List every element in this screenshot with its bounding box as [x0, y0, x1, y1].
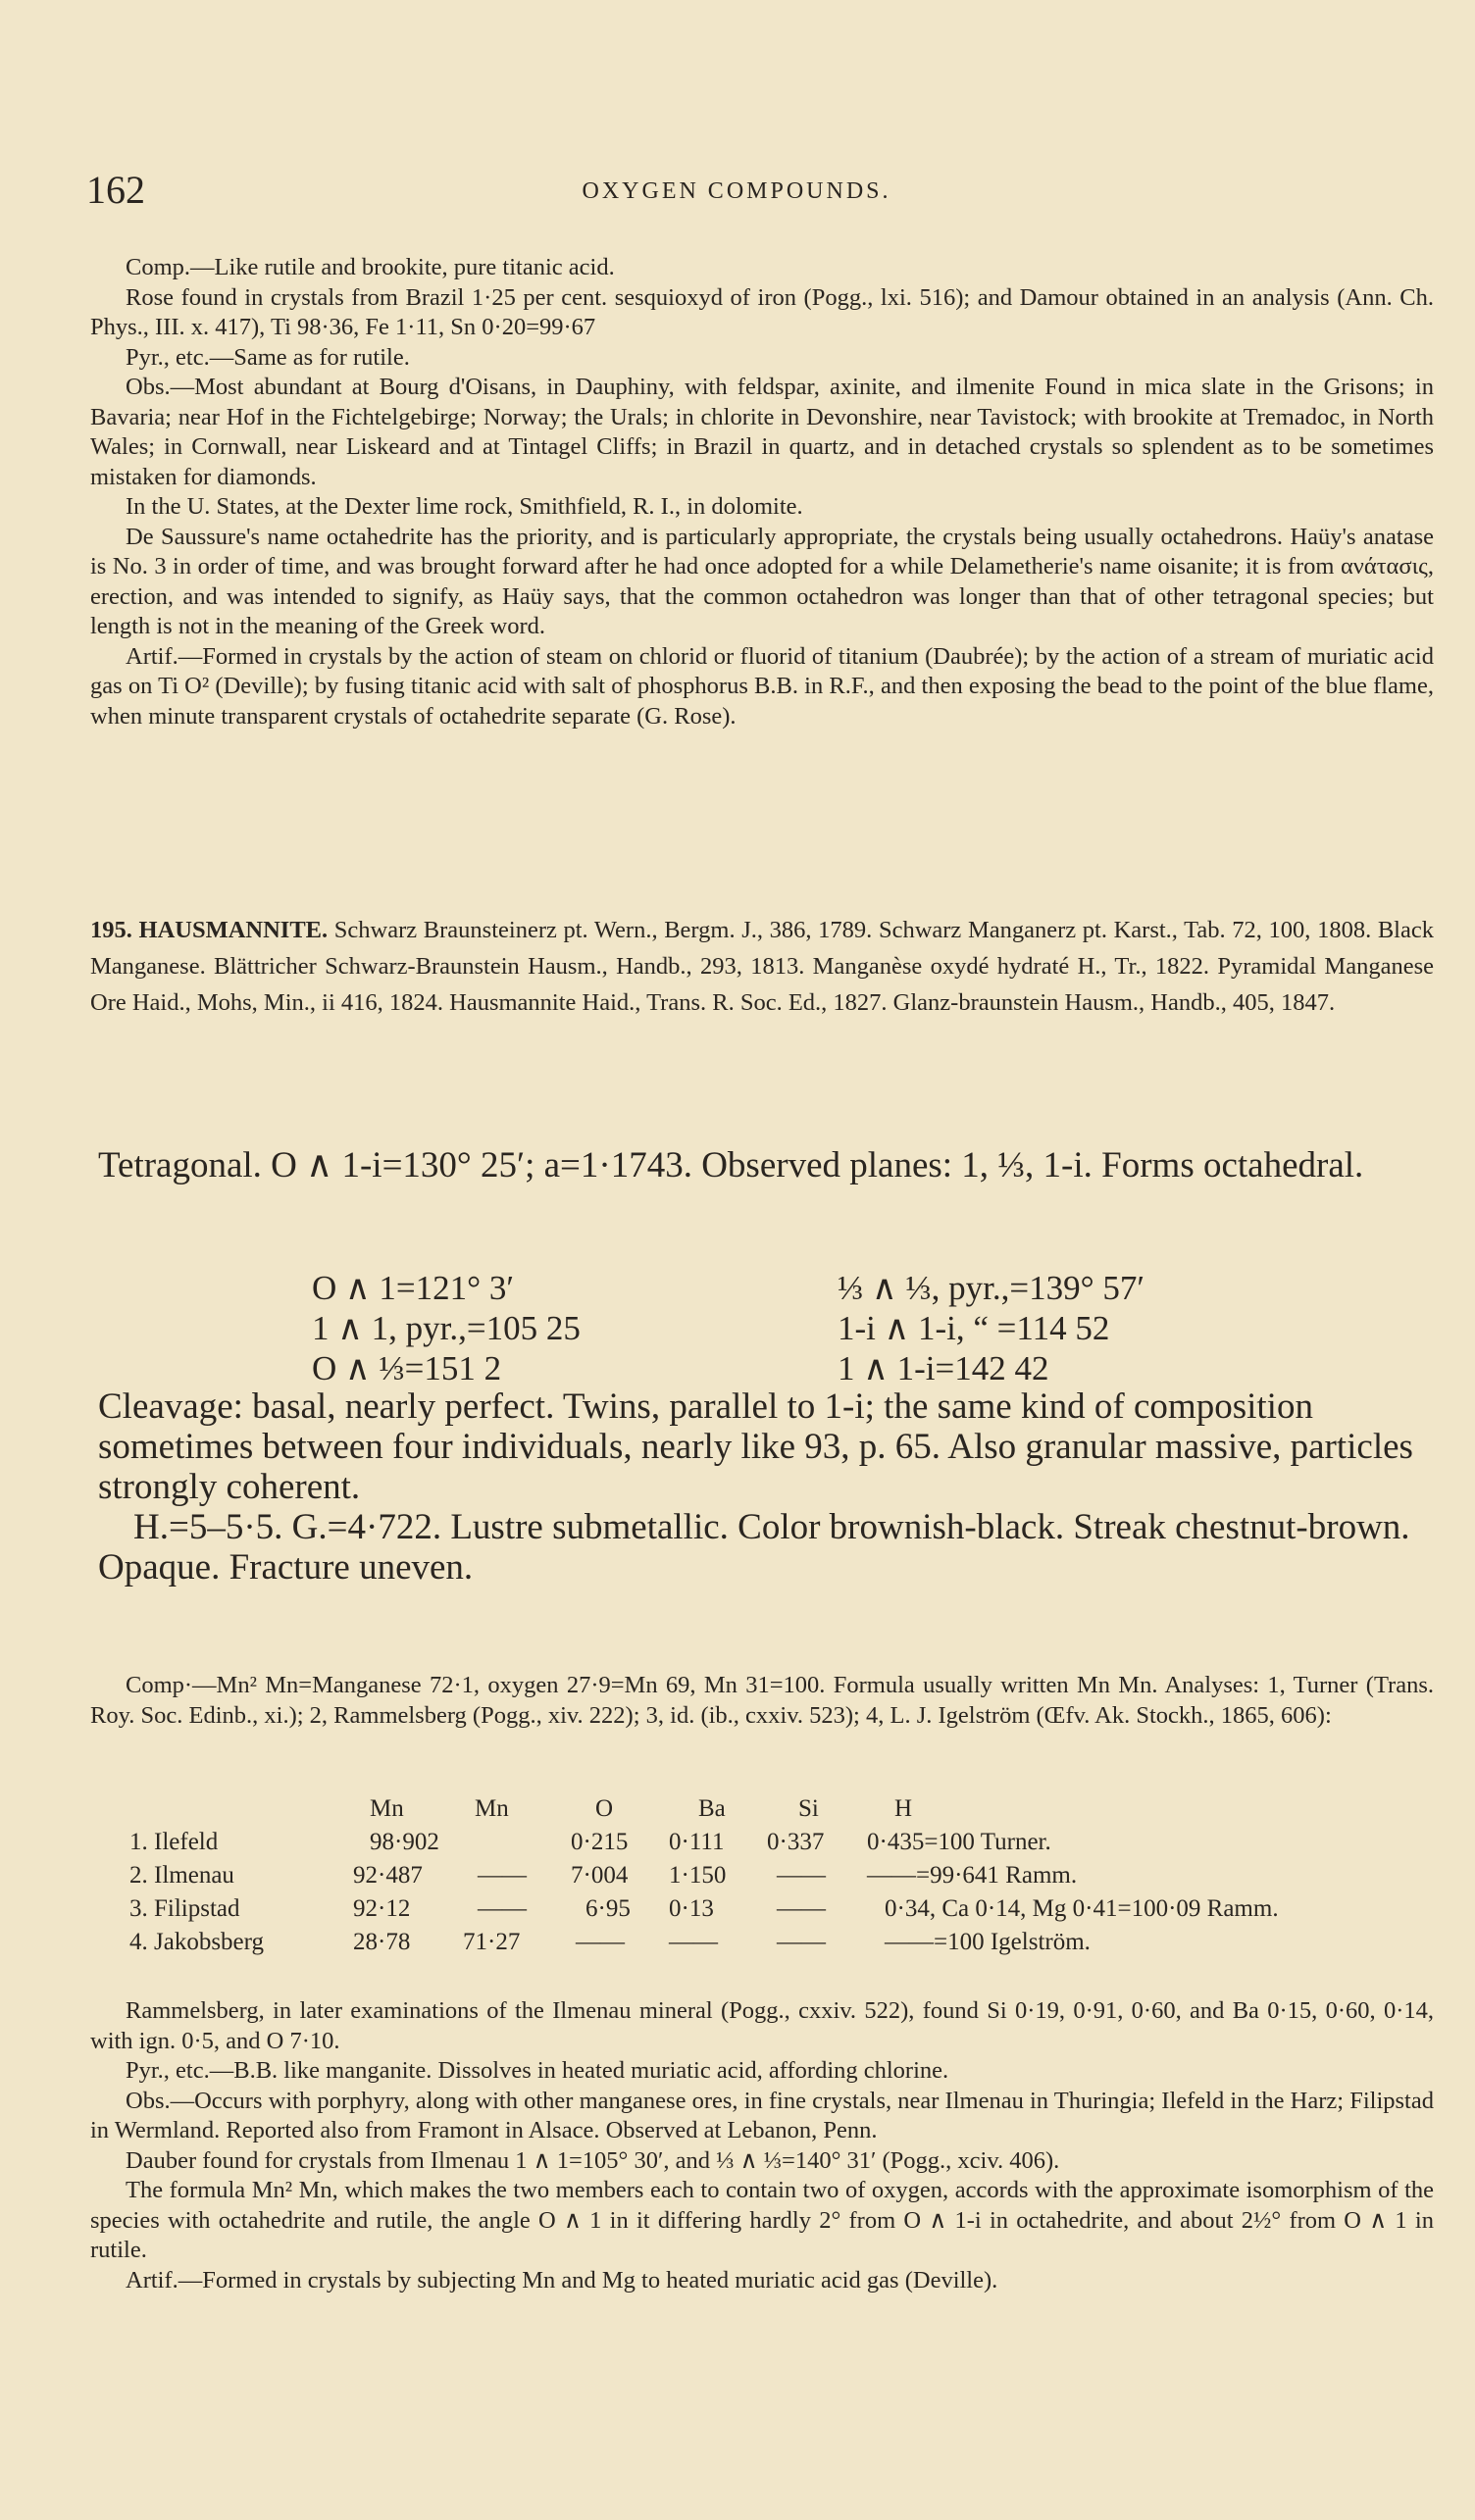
- running-title: OXYGEN COMPOUNDS.: [582, 178, 891, 204]
- angle-row: O ∧ 1=121° 3′: [312, 1269, 515, 1307]
- comp-paragraph: Comp.—Like rutile and brookite, pure titanic acid.: [126, 254, 615, 280]
- value-cell: ——: [478, 1862, 527, 1889]
- column-header: Mn: [370, 1795, 404, 1822]
- locality-cell: 3. Filipstad: [129, 1895, 240, 1922]
- page-number: 162: [86, 168, 145, 212]
- locality-cell: 4. Jakobsberg: [129, 1929, 265, 1955]
- obs-paragraph: Obs.—Most abundant at Bourg d'Oisans, in Dauphiny, with feldspar, axinite, and ilmenite Found in mica slate in the Grisons; in Bavaria; near Hof in the Fichtelgebirge; Norway; the Urals; in chlorite in Devonshire, near Tavistock; with brookite at Tremadoc, in North Wales; in Cornwall, near Liskeard and at Tintagel Cliffs; in Brazil in quartz, and in detached crystals so splendent as to be sometimes mistaken for diamonds.: [90, 374, 1434, 490]
- angle-row: 1-i ∧ 1-i, “ =114 52: [838, 1309, 1110, 1347]
- value-cell: 0·111: [669, 1829, 725, 1855]
- value-cell: 71·27: [463, 1929, 521, 1955]
- species-synonymy: Schwarz Braunsteinerz pt. Wern., Bergm. J., 386, 1789. Schwarz Manganerz pt. Karst., Tab. 72, 100, 1808. Black Manganese. Blättricher Schwarz-Braunstein Hausm., Handb., 293, 1813. Manganèse oxydé hydraté H., Tr., 1822. Pyramidal Manganese Ore Haid., Mohs, Min., ii 416, 1824. Hausmannite Haid., Trans. R. Soc. Ed., 1827. Glanz-braunstein Hausm., Handb., 405, 1847.: [90, 917, 1434, 1016]
- angle-row: ⅓ ∧ ⅓, pyr.,=139° 57′: [838, 1269, 1144, 1307]
- species-synonymy-paragraph: [90, 912, 1434, 1021]
- species-heading: 195. HAUSMANNITE.: [90, 917, 329, 943]
- angle-row: 1 ∧ 1-i=142 42: [838, 1349, 1049, 1387]
- rose-paragraph: Rose found in crystals from Brazil 1·25 per cent. sesquioxyd of iron (Pogg., lxi. 516); and Damour obtained in an analysis (Ann. Ch. Phys., III. x. 417), Ti 98·36, Fe 1·11, Sn 0·20=99·67: [90, 283, 1434, 340]
- column-header: Si: [798, 1795, 819, 1822]
- table-row: [129, 1826, 1444, 1859]
- angle-row: 1 ∧ 1, pyr.,=105 25: [312, 1309, 581, 1347]
- value-cell: ——: [669, 1929, 718, 1955]
- analysis-table: [129, 1792, 1444, 1959]
- value-cell: 92·12: [353, 1895, 411, 1922]
- value-cell: 0·215: [571, 1829, 629, 1855]
- angle-row: O ∧ ⅓=151 2: [312, 1349, 502, 1387]
- value-cell: 0·13: [669, 1895, 714, 1922]
- artif-paragraph: Artif.—Formed in crystals by subjecting Mn and Mg to heated muriatic acid gas (Deville).: [126, 2266, 998, 2293]
- value-cell: ——: [777, 1895, 826, 1922]
- physical-properties: [98, 1386, 1434, 1588]
- value-cell: ——=100 Igelström.: [885, 1929, 1091, 1955]
- angle-column-left: [312, 1268, 581, 1388]
- value-cell: ——: [777, 1929, 826, 1955]
- column-header: H: [894, 1795, 913, 1822]
- column-header: Ba: [698, 1795, 726, 1822]
- hausmannite-notes: [90, 1996, 1434, 2295]
- value-cell: ——: [777, 1862, 826, 1889]
- us-locality-paragraph: In the U. States, at the Dexter lime rock, Smithfield, R. I., in dolomite.: [126, 493, 803, 520]
- value-cell: ——=99·641 Ramm.: [867, 1862, 1078, 1889]
- formula-paragraph: The formula Mn² Mn, which makes the two members each to contain two of oxygen, accords with the approximate isomorphism of the species with octahedrite and rutile, the angle O ∧ 1 in it differing hardly 2° from O ∧ 1-i in octahedrite, and about 2½° from O ∧ 1 in rutile.: [90, 2177, 1434, 2263]
- locality-cell: 1. Ilefeld: [129, 1829, 219, 1855]
- crystal-text: Tetragonal. O ∧ 1-i=130° 25′; a=1·1743. Observed planes: 1, ⅓, 1-i. Forms octahedral.: [98, 1145, 1364, 1185]
- pyr-paragraph: Pyr., etc.—Same as for rutile.: [126, 343, 410, 371]
- value-cell: 1·150: [669, 1862, 727, 1889]
- value-cell: 7·004: [571, 1862, 629, 1889]
- page-header: [86, 167, 1387, 216]
- analysis-header-row: [129, 1792, 1444, 1826]
- crystal-description: [98, 1145, 1434, 1185]
- table-row: [129, 1926, 1444, 1959]
- angle-column-right: [838, 1268, 1144, 1388]
- composition-paragraph: Comp·—Mn² Mn=Manganese 72·1, oxygen 27·9=Mn 69, Mn 31=100. Formula usually written Mn Mn. Analyses: 1, Turner (Trans. Roy. Soc. Edinb., xi.); 2, Rammelsberg (Pogg., xiv. 222); 3, id. (ib., cxxiv. 523); 4, L. J. Igelström (Œfv. Ak. Stockh., 1865, 606):: [90, 1672, 1434, 1729]
- cleavage-paragraph: Cleavage: basal, nearly perfect. Twins, parallel to 1-i; the same kind of composition sometimes between four individuals, nearly like 93, p. 65. Also granular massive, particles strongly coherent.: [98, 1386, 1413, 1507]
- composition-section: [90, 1671, 1434, 1731]
- table-row: [129, 1892, 1444, 1926]
- value-cell: 0·337: [767, 1829, 825, 1855]
- table-row: [129, 1859, 1444, 1892]
- value-cell: 0·435=100 Turner.: [867, 1829, 1051, 1855]
- value-cell: 98·902: [370, 1829, 439, 1855]
- column-header: O: [595, 1795, 614, 1822]
- name-history-paragraph: De Saussure's name octahedrite has the priority, and is particularly appropriate, the crystals being usually octahedrons. Haüy's anatase is No. 3 in order of time, and was brought forward after he had once adopted for a while Delametherie's name oisanite; it is from ανάτασις, erection, and was intended to signify, as Haüy says, that the common octahedron was longer than that of other tetragonal species; but length is not in the meaning of the Greek word.: [90, 523, 1434, 639]
- value-cell: 6·95: [585, 1895, 631, 1922]
- value-cell: ——: [478, 1895, 527, 1922]
- artif-paragraph: Artif.—Formed in crystals by the action of steam on chlorid or fluorid of titanium (Daubrée); by the action of a stream of muriatic acid gas on Ti O² (Deville); by fusing titanic acid with salt of phosphorus B.B. in R.F., and then exposing the bead to the point of the blue flame, when minute transparent crystals of octahedrite separate (G. Rose).: [90, 642, 1434, 730]
- pyr-paragraph: Pyr., etc.—B.B. like manganite. Dissolves in heated muriatic acid, affording chlorine.: [126, 2057, 949, 2084]
- dauber-paragraph: Dauber found for crystals from Ilmenau 1 ∧ 1=105° 30′, and ⅓ ∧ ⅓=140° 31′ (Pogg., xciv. 406).: [126, 2146, 1060, 2174]
- hardness-paragraph: H.=5–5·5. G.=4·722. Lustre submetallic. Color brownish-black. Streak chestnut-brown. Opaque. Fracture uneven.: [98, 1507, 1410, 1588]
- value-cell: ——: [576, 1929, 625, 1955]
- locality-cell: 2. Ilmenau: [129, 1862, 234, 1889]
- column-header: Mn: [475, 1795, 509, 1822]
- value-cell: 0·34, Ca 0·14, Mg 0·41=100·09 Ramm.: [885, 1895, 1279, 1922]
- rammelsberg-paragraph: Rammelsberg, in later examinations of the Ilmenau mineral (Pogg., cxxiv. 522), found Si 0·19, 0·91, 0·60, and Ba 0·15, 0·60, 0·14, with ign. 0·5, and O 7·10.: [90, 1997, 1434, 2054]
- species-entry: [90, 912, 1434, 1021]
- octahedrite-section: [90, 253, 1434, 731]
- value-cell: 92·487: [353, 1862, 423, 1889]
- value-cell: 28·78: [353, 1929, 411, 1955]
- obs-paragraph: Obs.—Occurs with porphyry, along with other manganese ores, in fine crystals, near Ilmenau in Thuringia; Ilefeld in the Harz; Filipstad in Wermland. Reported also from Framont in Alsace. Observed at Lebanon, Penn.: [90, 2087, 1434, 2143]
